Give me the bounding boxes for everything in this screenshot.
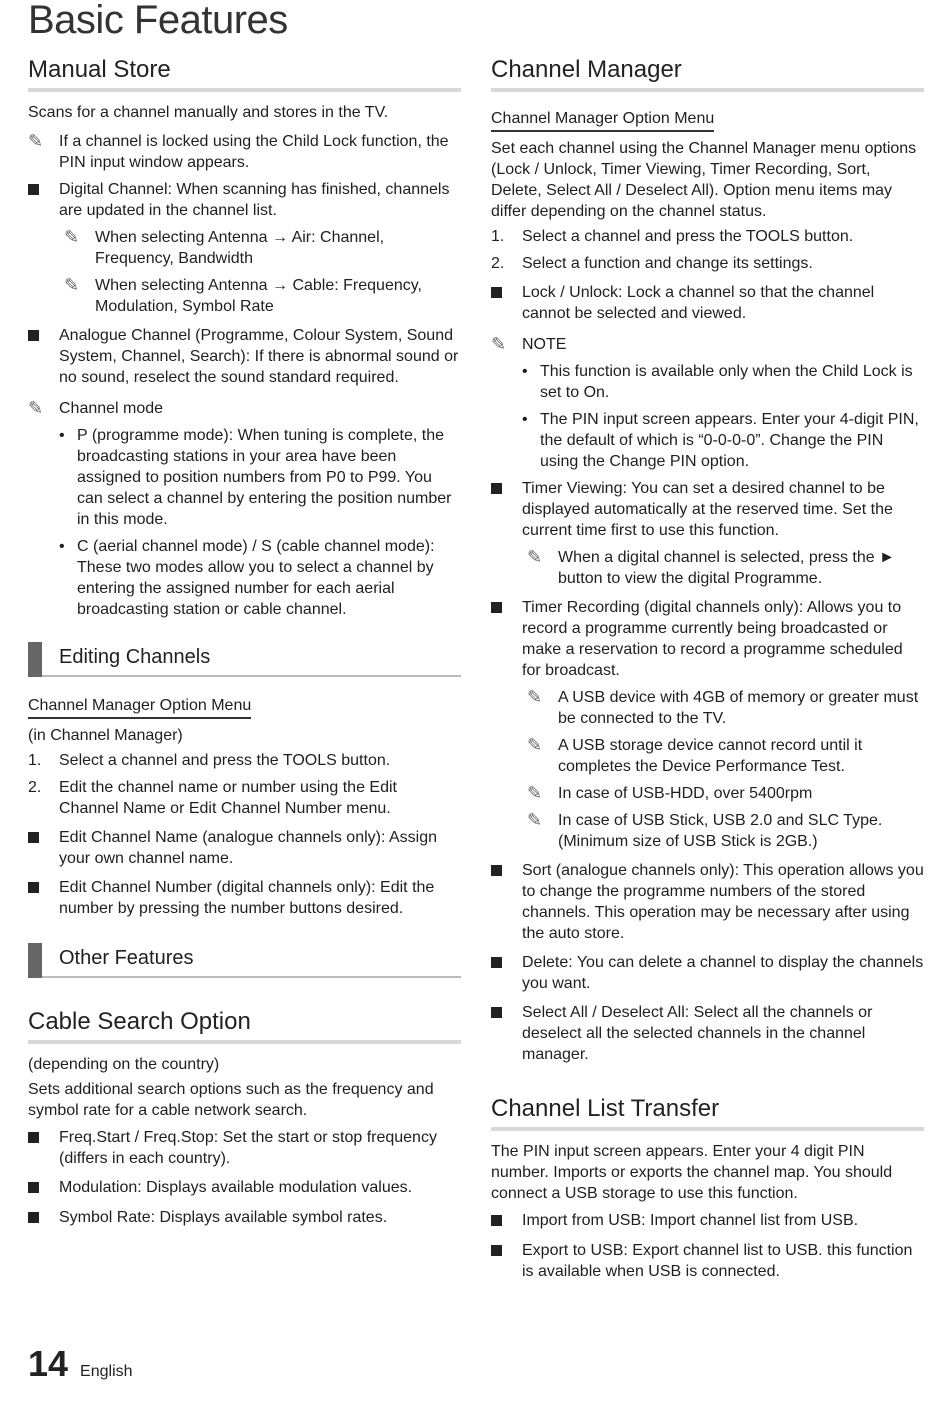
bullet-text: C (aerial channel mode) / S (cable channel mode): These two modes allow you to select a channel by entering the assigned number for each aerial broadcasting station or cable channel.: [77, 538, 435, 618]
cable-country: (depending on the country): [28, 1056, 220, 1073]
recording-note-1: [527, 687, 924, 729]
square-bullet-icon: [28, 330, 39, 341]
item-text: Digital Channel: When scanning has finished, channels are updated in the channel list.: [59, 181, 450, 219]
mode-cs-bullet: [59, 536, 461, 620]
edit-number-item: [28, 877, 461, 919]
timer-recording-item: [491, 597, 924, 681]
page-language: English: [80, 1363, 133, 1380]
item-text: Timer Viewing: You can set a desired channel to be displayed automatically at the reserved time. Set the current time first to use this function.: [522, 480, 893, 539]
note-text: Channel mode: [59, 400, 164, 417]
item-text: Freq.Start / Freq.Stop: Set the start or stop frequency (differs in each country).: [59, 1129, 437, 1167]
bullet-text: P (programme mode): When tuning is complete, the broadcasting stations in your area have been assigned to position numbers from P0 to P99. You can select a channel by entering the position number in this mode.: [77, 427, 452, 528]
timer-viewing-note: [527, 547, 924, 589]
note-text: A USB device with 4GB of memory or greater must be connected to the TV.: [558, 689, 919, 727]
select-all-item: [491, 1002, 924, 1065]
square-bullet-icon: [28, 184, 39, 195]
pencil-icon: ✎: [28, 131, 44, 151]
square-bullet-icon: [491, 483, 502, 494]
timer-viewing-item: [491, 478, 924, 541]
step-number: 1.: [28, 752, 42, 769]
channel-manager-heading: Channel Manager: [491, 56, 924, 92]
square-bullet-icon: [28, 1132, 39, 1143]
step-text: Select a channel and press the TOOLS button.: [59, 752, 391, 769]
page-number: 14: [28, 1343, 69, 1384]
recording-note-3: [527, 783, 924, 804]
digital-channel-item: [28, 179, 461, 221]
item-text: Sort (analogue channels only): This operation allows you to change the programme numbers of the stored channels. This operation may be necessary after using the auto store.: [522, 862, 924, 942]
step-text: Select a channel and press the TOOLS button.: [522, 228, 854, 245]
step-number: 2.: [491, 255, 505, 272]
square-bullet-icon: [491, 1215, 502, 1226]
square-bullet-icon: [491, 1245, 502, 1256]
edit-step-2: [28, 777, 461, 819]
export-item: [491, 1240, 924, 1282]
antenna-air-note: [64, 227, 461, 269]
item-text: Delete: You can delete a channel to display the channels you want.: [522, 954, 924, 992]
pencil-icon: ✎: [527, 735, 543, 755]
left-column: [28, 56, 461, 1229]
item-text: Edit Channel Number (digital channels only): Edit the number by pressing the number buttons desired.: [59, 879, 435, 917]
antenna-cable-note: [64, 275, 461, 317]
step-number: 1.: [491, 228, 505, 245]
edit-step-1: [28, 750, 461, 771]
manager-description: Set each channel using the Channel Manager menu options (Lock / Unlock, Timer Viewing, Timer Recording, Sort, Delete, Select All / Deselect All). Option menu items may differ depending on the channel status.: [491, 140, 917, 220]
manager-step-1: [491, 226, 924, 247]
other-features-heading: Other Features: [28, 943, 461, 978]
item-text: Modulation: Displays available modulation values.: [59, 1179, 413, 1196]
square-bullet-icon: [491, 1007, 502, 1018]
page-footer: [28, 1343, 133, 1385]
pencil-icon: ✎: [64, 227, 80, 247]
step-text: Edit the channel name or number using the Edit Channel Name or Edit Channel Number menu.: [59, 779, 397, 817]
note-text: In case of USB-HDD, over 5400rpm: [558, 785, 813, 802]
pencil-icon: ✎: [527, 783, 543, 803]
note-text: In case of USB Stick, USB 2.0 and SLC Type. (Minimum size of USB Stick is 2GB.): [558, 812, 883, 850]
item-text: Lock / Unlock: Lock a channel so that the channel cannot be selected and viewed.: [522, 284, 875, 322]
recording-note-2: [527, 735, 924, 777]
channel-mode-note: [28, 398, 461, 419]
square-bullet-icon: [491, 602, 502, 613]
lock-item: [491, 282, 924, 324]
note-text: A USB storage device cannot record until it completes the Device Performance Test.: [558, 737, 863, 775]
bullet-text: The PIN input screen appears. Enter your 4-digit PIN, the default of which is “0-0-0-0”. Change the PIN using the Change PIN option.: [540, 411, 919, 470]
cable-description: Sets additional search options such as the frequency and symbol rate for a cable network search.: [28, 1081, 434, 1119]
pencil-icon: ✎: [527, 810, 543, 830]
item-text: Edit Channel Name (analogue channels only): Assign your own channel name.: [59, 829, 438, 867]
square-bullet-icon: [28, 882, 39, 893]
note-label: NOTE: [522, 336, 567, 353]
delete-item: [491, 952, 924, 994]
recording-note-4: [527, 810, 924, 852]
pencil-icon: ✎: [527, 687, 543, 707]
child-lock-note: [28, 131, 461, 173]
item-text: Symbol Rate: Displays available symbol rates.: [59, 1209, 388, 1226]
mode-p-bullet: [59, 425, 461, 530]
step-number: 2.: [28, 779, 42, 796]
page-title: Basic Features: [28, 0, 288, 42]
step-text: Select a function and change its settings.: [522, 255, 813, 272]
option-menu-subheading: Channel Manager Option Menu: [28, 697, 251, 719]
square-bullet-icon: [491, 957, 502, 968]
note-bullet-1: [522, 361, 924, 403]
editing-context: (in Channel Manager): [28, 727, 183, 744]
bullet-dot-icon: •: [522, 411, 528, 428]
manual-store-intro: Scans for a channel manually and stores in the TV.: [28, 104, 389, 121]
item-text: Analogue Channel (Programme, Colour System, Sound System, Channel, Search): If there is abnormal sound or no sound, reselect the sound standard required.: [59, 327, 459, 386]
bullet-text: This function is available only when the Child Lock is set to On.: [540, 363, 913, 401]
square-bullet-icon: [28, 832, 39, 843]
pencil-icon: ✎: [491, 334, 507, 354]
modulation-item: [28, 1177, 461, 1199]
note-text: When a digital channel is selected, press the ► button to view the digital Programme.: [558, 549, 895, 587]
option-menu-subheading: Channel Manager Option Menu: [491, 110, 714, 132]
edit-name-item: [28, 827, 461, 869]
symbol-rate-item: [28, 1207, 461, 1229]
note-text: When selecting Antenna → Air: Channel, Frequency, Bandwidth: [95, 229, 385, 267]
editing-channels-heading: Editing Channels: [28, 642, 461, 677]
freq-item: [28, 1127, 461, 1169]
item-text: Select All / Deselect All: Select all the channels or deselect all the selected channels in the channel manager.: [522, 1004, 873, 1063]
item-text: Timer Recording (digital channels only): Allows you to record a programme currently being broadcasted or make a reservation to record a programme scheduled for broadcast.: [522, 599, 903, 679]
note-text: When selecting Antenna → Cable: Frequency, Modulation, Symbol Rate: [95, 277, 422, 315]
square-bullet-icon: [28, 1212, 39, 1223]
transfer-description: The PIN input screen appears. Enter your 4 digit PIN number. Imports or exports the channel map. You should connect a USB storage to use this function.: [491, 1143, 893, 1202]
item-text: Import from USB: Import channel list from USB.: [522, 1212, 859, 1229]
pencil-icon: ✎: [527, 547, 543, 567]
bullet-dot-icon: •: [522, 363, 528, 380]
sort-item: [491, 860, 924, 944]
pencil-icon: ✎: [64, 275, 80, 295]
channel-list-transfer-heading: Channel List Transfer: [491, 1095, 924, 1131]
bullet-dot-icon: •: [59, 538, 65, 555]
analogue-channel-item: [28, 325, 461, 388]
note-label-row: [491, 334, 924, 355]
item-text: Export to USB: Export channel list to USB. this function is available when USB is connected.: [522, 1242, 913, 1280]
right-column: [491, 56, 924, 1282]
import-item: [491, 1210, 924, 1232]
square-bullet-icon: [28, 1182, 39, 1193]
note-bullet-2: [522, 409, 924, 472]
manager-step-2: [491, 253, 924, 274]
bullet-dot-icon: •: [59, 427, 65, 444]
note-text: If a channel is locked using the Child Lock function, the PIN input window appears.: [59, 133, 449, 171]
square-bullet-icon: [491, 865, 502, 876]
square-bullet-icon: [491, 287, 502, 298]
cable-search-heading: Cable Search Option: [28, 1008, 461, 1044]
pencil-icon: ✎: [28, 398, 44, 418]
manual-store-heading: Manual Store: [28, 56, 461, 92]
